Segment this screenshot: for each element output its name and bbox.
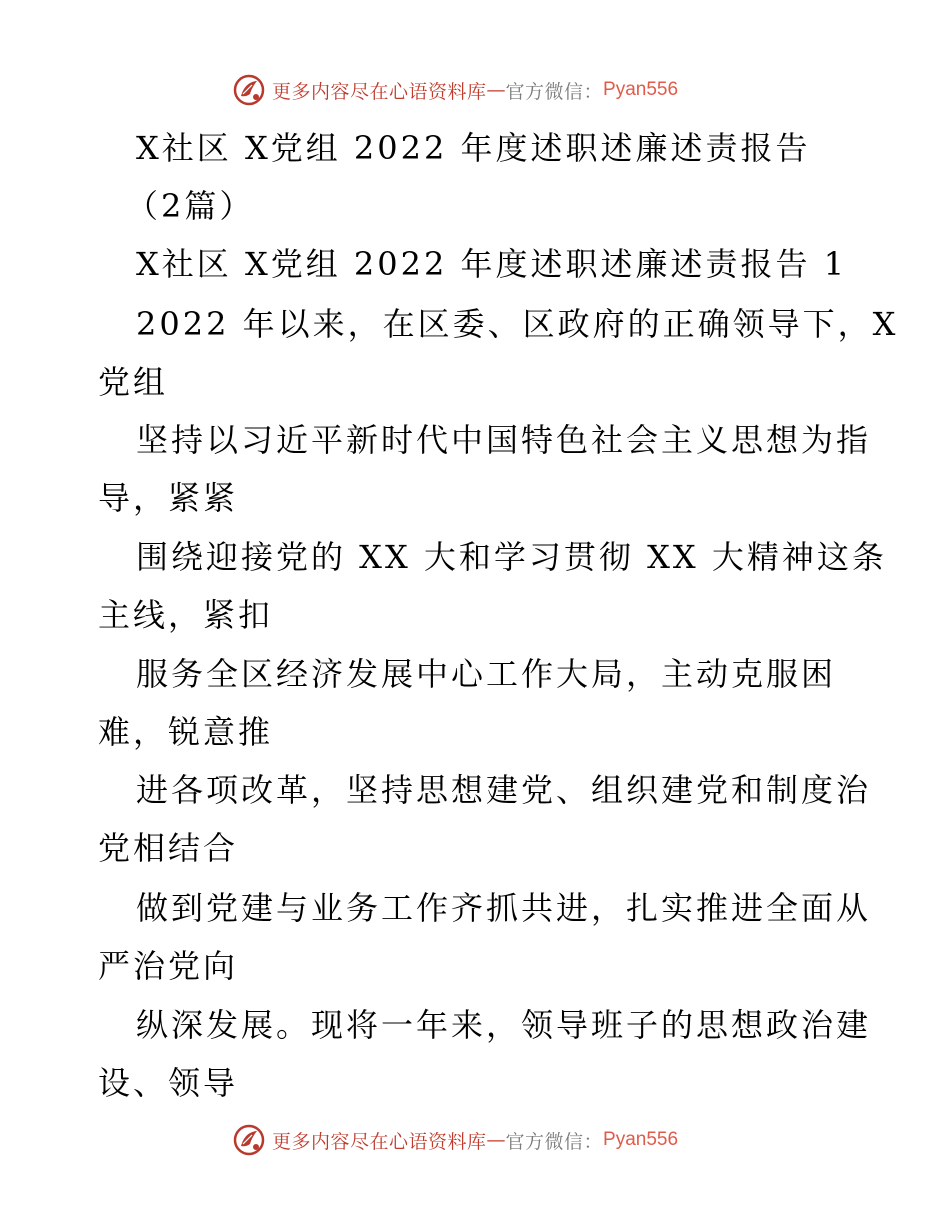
paragraph-line: 严治党向 (98, 947, 239, 985)
paragraph-line: 主线，紧扣 (98, 596, 274, 634)
paragraph-line: 2022 年以来，在区委、区政府的正确领导下，X (136, 305, 899, 343)
watermark-contact-id: Pyan556 (603, 79, 679, 100)
paragraph-line: 做到党建与业务工作齐抓共进，扎实推进全面从 (136, 889, 872, 927)
header-watermark (232, 72, 678, 108)
document-title: X社区 X党组 2022 年度述职述廉述责报告 (136, 129, 811, 167)
paragraph-line: 纵深发展。现将一年来，领导班子的思想政治建 (136, 1006, 872, 1044)
paragraph-line: 党相结合 (98, 829, 239, 867)
watermark-brand-text: 更多内容尽在心语资料库 (272, 80, 487, 103)
document-subtitle: X社区 X党组 2022 年度述职述廉述责报告 1 (136, 245, 848, 283)
watermark-contact-label: 官方微信： (505, 1130, 604, 1153)
watermark-brand-text: 更多内容尽在心语资料库 (272, 1130, 487, 1153)
paragraph-line: 围绕迎接党的 XX 大和学习贯彻 XX 大精神这条 (136, 538, 887, 576)
paragraph-line: 导，紧紧 (98, 479, 239, 517)
paragraph-line: 难，锐意推 (98, 713, 274, 751)
footer-watermark (232, 1122, 678, 1158)
paragraph-line: 党组 (98, 363, 169, 401)
paragraph-line: 服务全区经济发展中心工作大局，主动克服困 (136, 655, 837, 693)
watermark-contact-label: 官方微信： (505, 80, 604, 103)
logo-icon (232, 73, 266, 107)
document-title-count: （2篇） (126, 187, 255, 225)
watermark-dash: — (486, 1129, 506, 1151)
watermark-dash: — (486, 79, 506, 101)
logo-icon (232, 1123, 266, 1157)
paragraph-line: 设、领导 (98, 1064, 239, 1102)
watermark-contact-id: Pyan556 (603, 1129, 679, 1150)
paragraph-line: 坚持以习近平新时代中国特色社会主义思想为指 (136, 421, 872, 459)
paragraph-line: 进各项改革，坚持思想建党、组织建党和制度治 (136, 771, 872, 809)
